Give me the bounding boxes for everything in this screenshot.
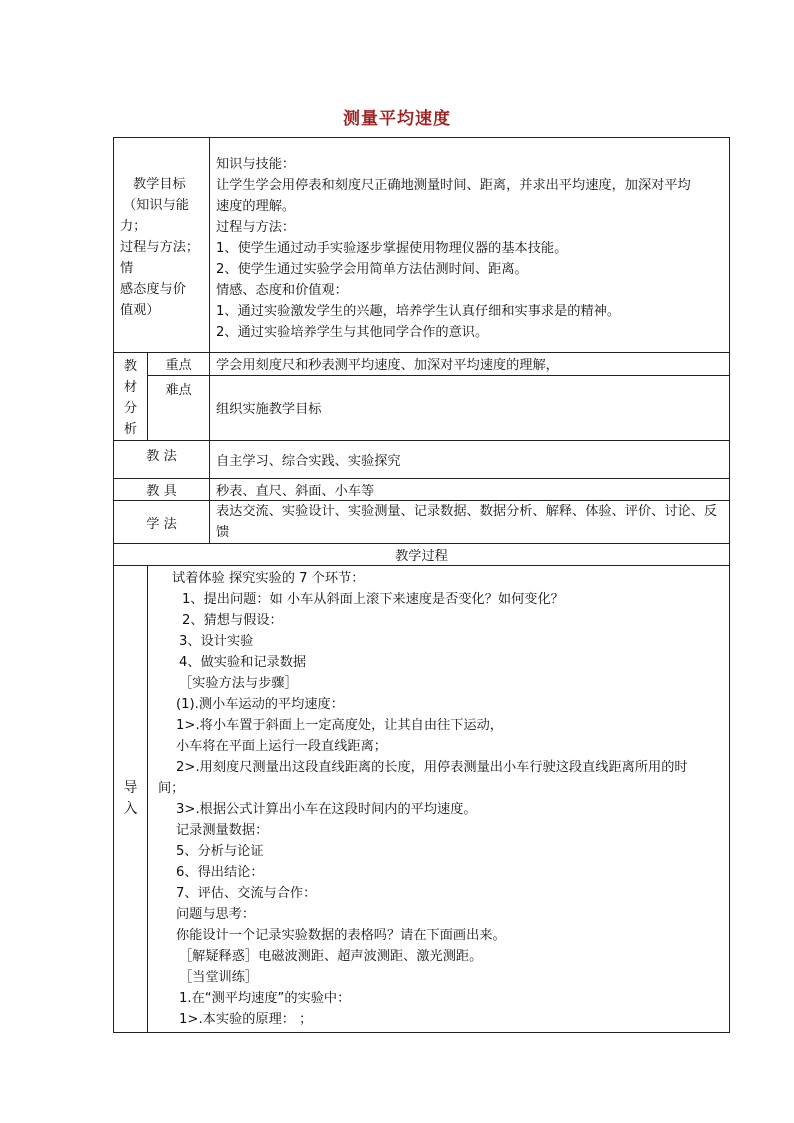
- process-line: 问题与思考：: [176, 907, 256, 922]
- process-line: 2>.用刻度尺测量出这段直线距离的长度，用停表测量出小车行驶这段直线距离所用的时: [176, 760, 688, 775]
- process-line: 你能设计一个记录实验数据的表格吗？请在下面画出来。: [176, 928, 506, 943]
- objectives-label: [114, 138, 210, 353]
- objectives-line: 1、使学生通过动手实验逐步掌握使用物理仪器的基本技能。: [216, 241, 568, 256]
- objectives-line: 2、通过实验培养学生与其他同学合作的意识。: [216, 325, 489, 340]
- teaching-method-content: 自主学习、综合实践、实验探究: [210, 441, 730, 479]
- objectives-line: 1、通过实验激发学生的兴趣，培养学生认真仔细和实事求是的精神。: [216, 304, 621, 319]
- process-line: 间；: [158, 781, 185, 796]
- process-line: 1>.本实验的原理： ；: [179, 1012, 313, 1027]
- objectives-line: 速度的理解。: [216, 199, 296, 214]
- process-line: 1、提出问题：如 小车从斜面上滚下来速度是否变化？如何变化？: [182, 592, 564, 607]
- objectives-line: 过程与方法：: [216, 220, 296, 235]
- process-header: 教学过程: [114, 544, 730, 566]
- introduction-label: 导 入: [114, 566, 148, 1033]
- lesson-plan-table: [113, 137, 730, 1033]
- process-header-row: [114, 544, 730, 566]
- objectives-row: [114, 138, 730, 353]
- process-line: 2、猜想与假设：: [182, 613, 283, 628]
- teaching-tools-content: 秒表、直尺、斜面、小车等: [210, 479, 730, 501]
- process-line: ［实验方法与步骤］: [179, 676, 298, 691]
- objectives-label-line: 力；: [120, 219, 147, 234]
- process-line: 1.在“测平均速度”的实验中：: [179, 991, 351, 1006]
- process-line: 6、得出结论：: [176, 865, 264, 880]
- textbook-analysis-label: 教 材 分 析: [114, 353, 148, 441]
- process-line: 3>.根据公式计算出小车在这段时间内的平均速度。: [176, 802, 477, 817]
- key-point-label: 重点: [148, 353, 210, 376]
- learning-method-content: 表达交流、实验设计、实验测量、记录数据、数据分析、解释、体验、评价、讨论、反馈: [210, 501, 730, 544]
- process-content: [148, 566, 730, 1033]
- process-line: 4、做实验和记录数据: [179, 655, 307, 670]
- objectives-line: 知识与技能：: [216, 157, 296, 172]
- teaching-method-label: 教 法: [114, 441, 210, 479]
- document-title: 测量平均速度: [343, 109, 451, 129]
- process-line: 1>.将小车置于斜面上一定高度处，让其自由往下运动，: [176, 718, 503, 733]
- process-row: [114, 566, 730, 1033]
- key-point-content: 学会用刻度尺和秒表测平均速度、加深对平均速度的理解，: [210, 353, 730, 376]
- key-point-row: [114, 353, 730, 376]
- teaching-tools-row: [114, 479, 730, 501]
- difficulty-row: [114, 375, 730, 441]
- learning-method-label: 学 法: [114, 501, 210, 544]
- learning-method-row: [114, 501, 730, 544]
- teaching-tools-label: 教 具: [114, 479, 210, 501]
- process-line: 7、评估、交流与合作：: [176, 886, 317, 901]
- objectives-content: [210, 138, 730, 353]
- difficulty-content: 组织实施教学目标: [210, 375, 730, 441]
- difficulty-label: 难点: [148, 375, 210, 441]
- process-line: ［解疑释惑］电磁波测距、超声波测距、激光测距。: [179, 949, 483, 964]
- process-line: 5、分析与论证: [176, 844, 264, 859]
- process-line: 试着体验 探究实验的 7 个环节：: [172, 571, 365, 586]
- objectives-line: 情感、态度和价值观：: [216, 283, 348, 298]
- process-line: 3、设计实验: [179, 634, 254, 649]
- objectives-label-line: 感态度与价: [120, 282, 186, 297]
- objectives-label-line: 过程与方法；: [120, 240, 200, 255]
- objectives-line: 2、使学生通过实验学会用简单方法估测时间、距离。: [216, 262, 528, 277]
- process-line: ［当堂训练］: [179, 970, 259, 985]
- process-line: 记录测量数据：: [176, 823, 269, 838]
- teaching-method-row: [114, 441, 730, 479]
- process-line: (1).测小车运动的平均速度：: [176, 697, 344, 712]
- objectives-line: 让学生学会用停表和刻度尺正确地测量时间、距离，并求出平均速度，加深对平均: [216, 178, 691, 193]
- objectives-label-line: 情: [120, 261, 134, 276]
- objectives-label-line: （知识与能: [123, 198, 189, 213]
- process-line: 小车将在平面上运行一段直线距离；: [176, 739, 387, 754]
- objectives-label-line: 值观）: [120, 303, 160, 318]
- objectives-label-line: 教学目标: [133, 177, 186, 192]
